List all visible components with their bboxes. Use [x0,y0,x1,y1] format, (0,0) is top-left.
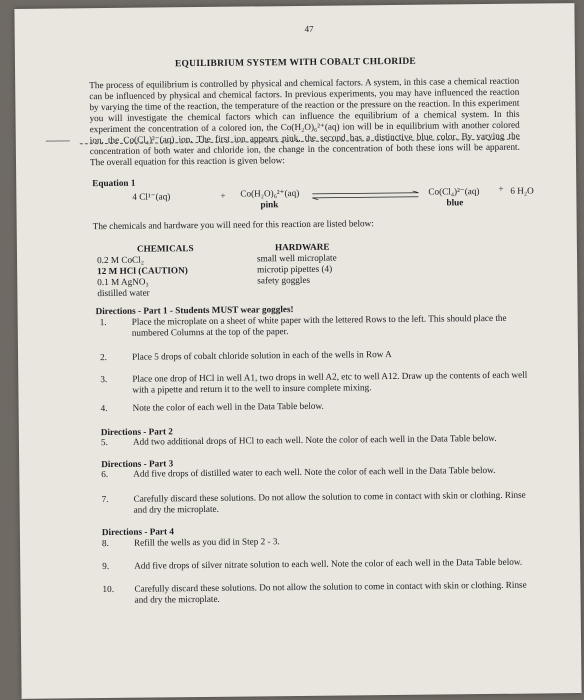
step-number: 9. [102,560,110,572]
step-number: 2. [100,352,107,363]
step-number: 7. [101,493,109,505]
equation-plus: + [220,190,226,201]
equation-reactant-hexaaqua: Co(H₂O)₆²⁺(aq) [240,187,300,199]
worksheet-page [14,3,581,699]
step-text: Place 5 drops of cobalt chloride solution in each of the wells in Row A [131,349,392,362]
step-number: 8. [101,537,109,549]
part4-heading: Directions - Part 4 [101,526,174,538]
chemicals-list [97,254,188,299]
step-text: Add five drops of silver nitrate solution to each well. Note the color of each well in the Data Table below. [134,556,523,571]
equation-plus: + [498,183,504,194]
step-2 [100,348,530,363]
step-number: 5. [100,436,108,448]
page-title: EQUILIBRIUM SYSTEM WITH COBALT CHLORIDE [174,56,416,70]
margin-mark [46,140,70,141]
equation-blue-label: blue [446,197,464,208]
step-text: Carefully discard these solutions. Do not allow the solution to come in contact with skin or clothing. Rinse and dry the microplate. [133,489,526,515]
equation-product-tetrachloro: Co(Cl₄)²⁻(aq) [428,186,480,197]
step-number: 6. [101,468,109,480]
step-text: Place the microplate on a sheet of white paper with the lettered Rows to the left. This should place the numbered Columns at the top of the paper. [131,312,507,338]
equation-pink-label: pink [260,199,279,210]
step-number: 4. [100,402,108,414]
step-9 [102,556,532,572]
equation-reactant-chloride: 4 Cl¹⁻(aq) [132,191,171,202]
part1-heading: Directions - Part 1 - Students MUST wear goggles! [95,304,294,317]
chemical-equation [110,183,534,216]
equation-product-water: 6 H₂O [510,185,534,196]
list-item: 12 M HCl (CAUTION) [97,265,188,277]
list-item: 0.1 M AgNO₃ [97,276,149,288]
step-text: Add five drops of distilled water to each well. Note the color of each well in the Data Table below. [133,464,496,479]
list-item: safety goggles [257,274,311,286]
step-text: Note the color of each well in the Data Table below. [132,400,324,413]
step-7 [101,489,531,515]
step-number: 10. [102,583,115,595]
step-number: 3. [100,374,108,385]
step-text: Refill the wells as you did in Step 2 - 3. [133,536,280,548]
intro-paragraph: The process of equilibrium is controlled by physical and chemical factors. A system, in this case a chemical reaction can be influenced by physical and chemical factors. In previous experiments, you may have influenced the reaction by varying the time of the reaction, the temperature of the reaction or the pressure on the reaction. In this experiment you will investigate the chemical factors which can influence the equilibrium of a chemical system. In this experiment the concentration of a colored ion, the Co(H₂O)₆²⁺(aq) ion will be in equilibrium with another colored ion, the Co(Cl₄)²⁻(aq) ion. The first ion appears pink, the second has a distinctive blue color. By varying the concentration of both water and chloride ion, the change in the concentration of both these ions will be apparent. The overall equation for this reaction is given below: [89,75,520,168]
hardware-list [257,253,337,287]
list-item: 0.2 M CoCl₂ [96,254,144,266]
step-text: Carefully discard these solutions. Do not allow the solution to come in contact with skin or clothing. Rinse and dry the microplate. [134,579,527,605]
list-item: distilled water [97,287,150,299]
list-item: microtip pipettes (4) [257,263,333,275]
step-text: Add two additional drops of HCl to each well. Note the color of each well in the Data Table below. [132,432,497,447]
page-number: 47 [304,23,314,34]
materials-intro: The chemicals and hardware you will need for this reaction are listed below: [92,218,374,232]
step-3 [100,369,530,395]
part2-heading: Directions - Part 2 [100,426,173,438]
chemicals-heading: CHEMICALS [136,243,194,254]
step-text: Place one drop of HCl in well A1, two drops in well A2, etc to well A12. Draw up the contents of each well with a pipette and return it to the well to insure complete mixing. [132,369,528,395]
step-number: 1. [99,317,107,328]
equilibrium-arrow-icon [310,191,420,200]
part3-heading: Directions - Part 3 [101,458,174,470]
equation-label: Equation 1 [92,177,136,189]
step-10 [102,579,532,605]
list-item: small well microplate [256,252,337,264]
step-4 [100,399,531,414]
hardware-heading: HARDWARE [274,241,330,253]
